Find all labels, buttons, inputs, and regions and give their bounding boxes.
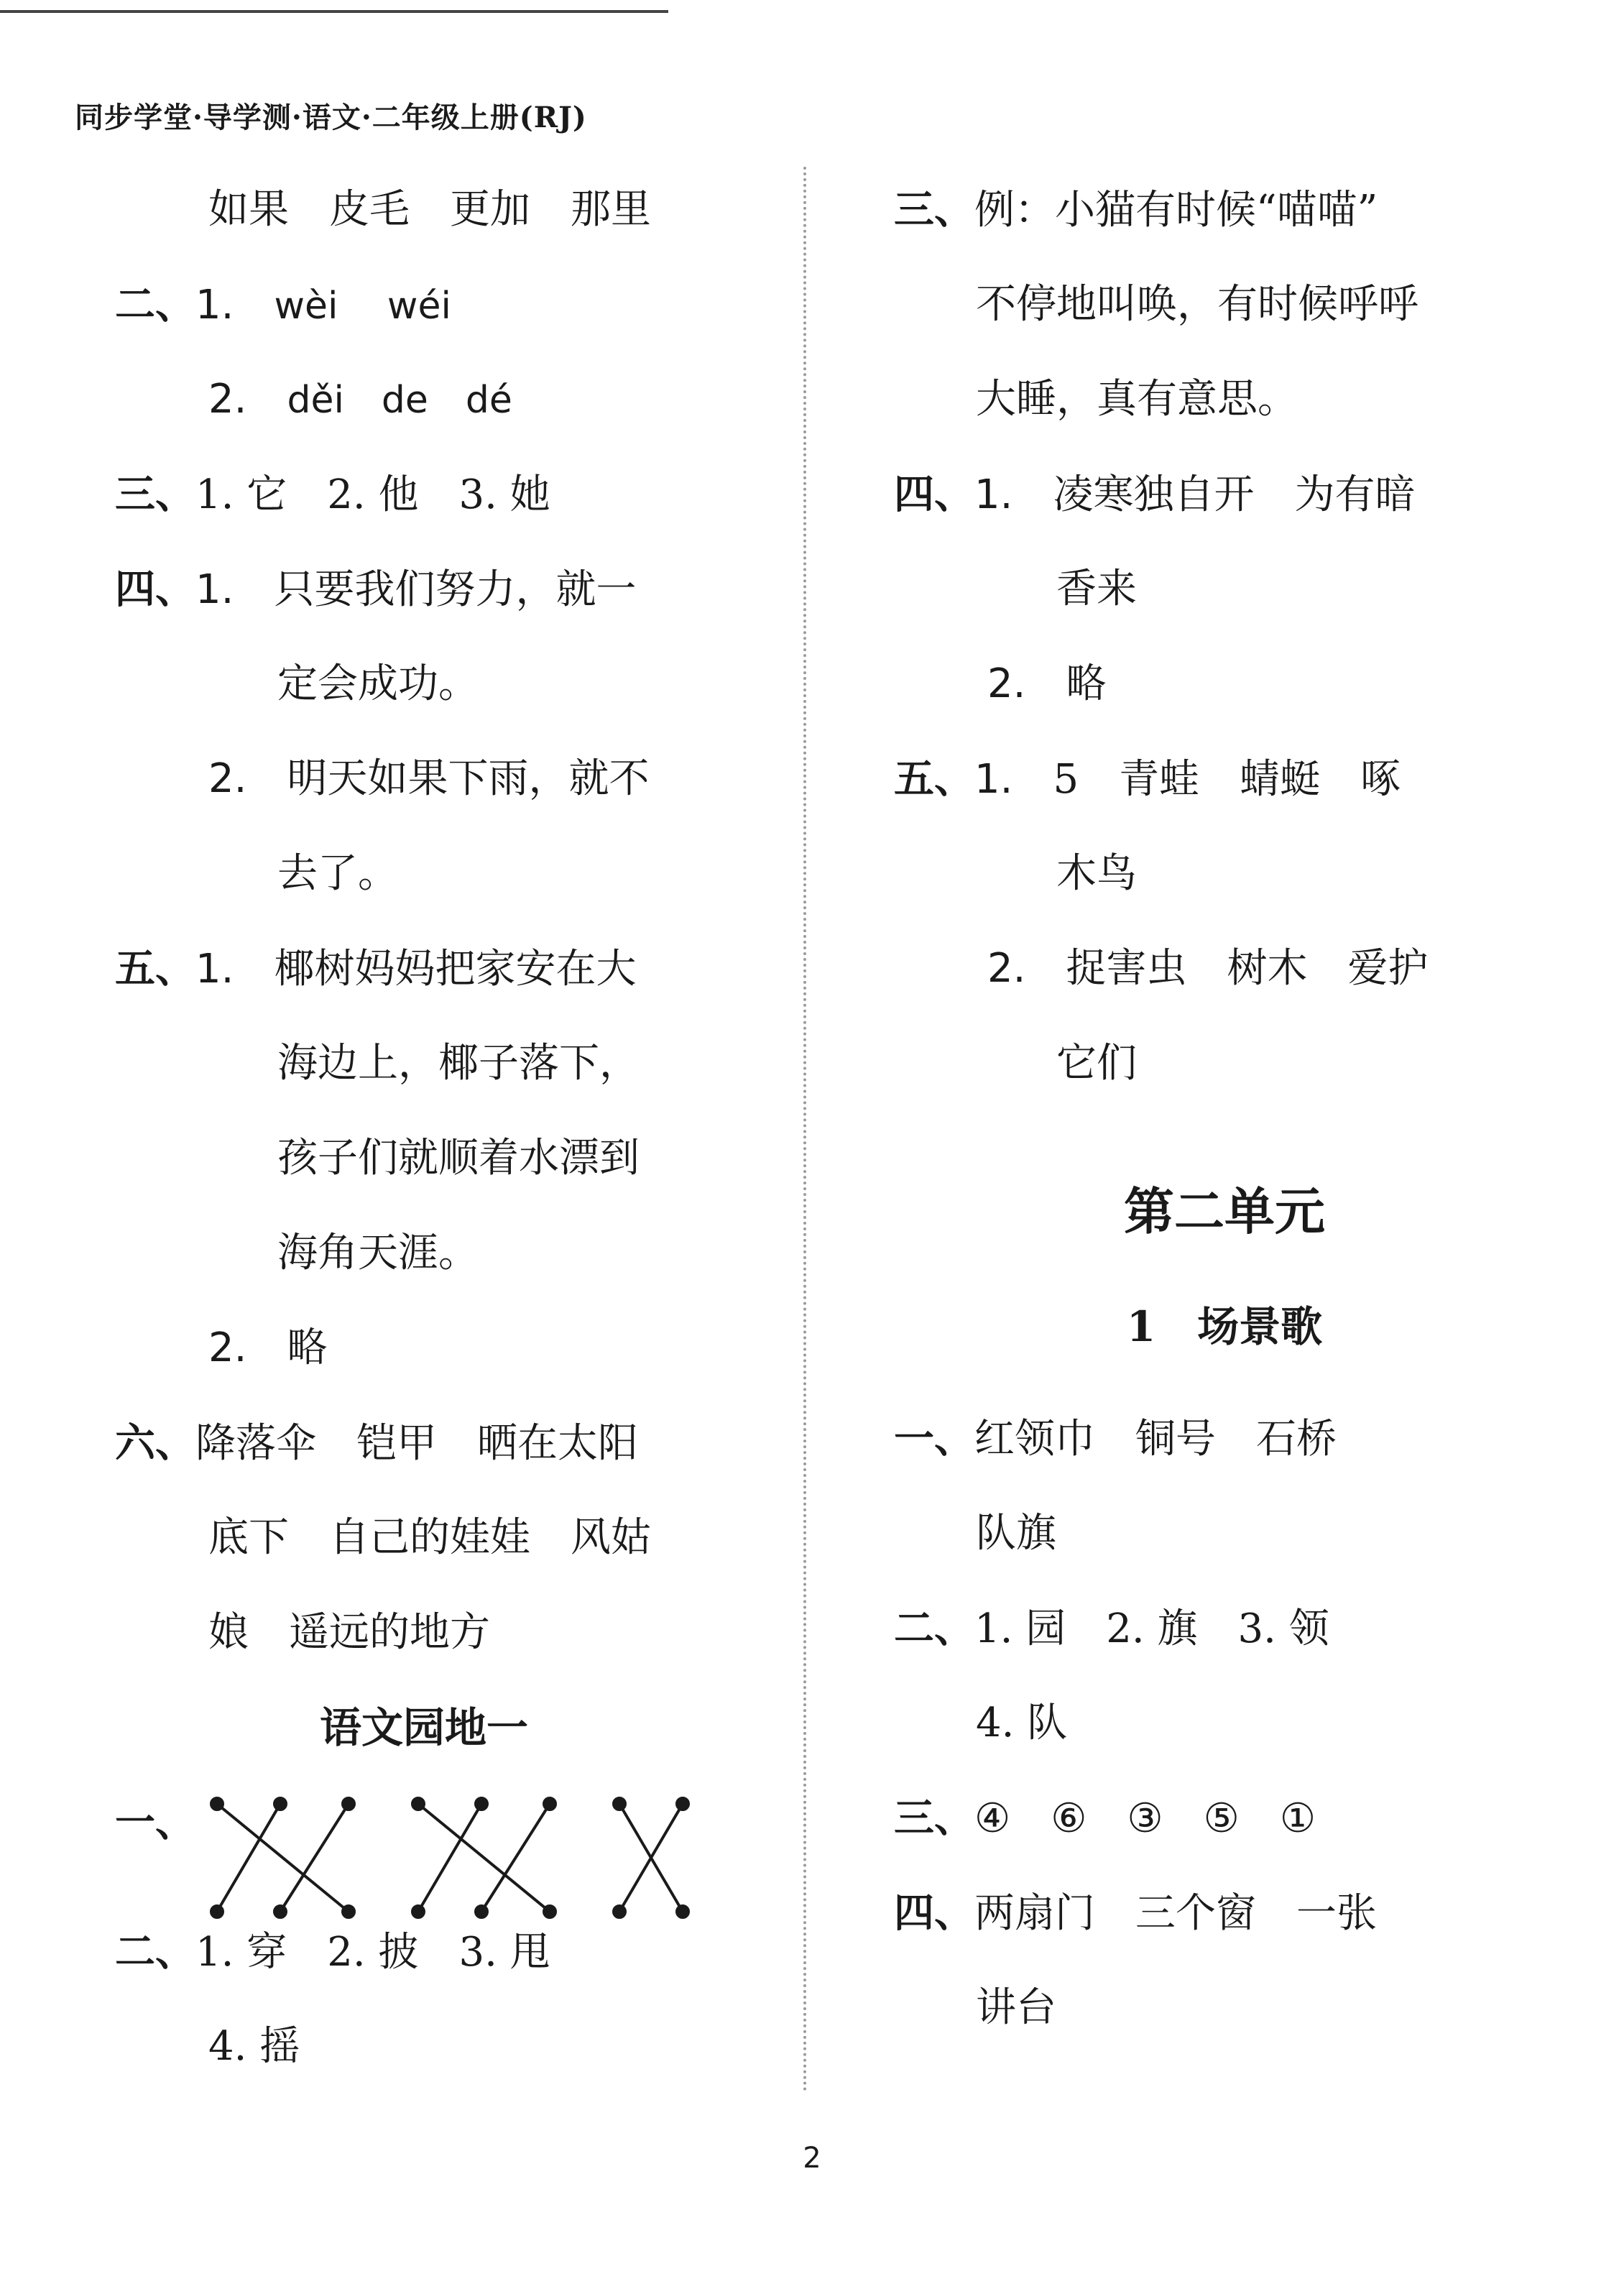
answer-line: 定会成功。	[277, 660, 479, 707]
answer-line	[894, 1581, 1555, 1676]
answer-line: 娘 遥远的地方	[208, 1609, 490, 1656]
item-marker: 二、	[115, 281, 195, 328]
top-rule	[0, 10, 668, 13]
page-number: 2	[803, 2142, 821, 2175]
answer-text: 降落伞 铠甲 晒在太阳	[195, 1420, 638, 1467]
answer-text: 略	[1066, 660, 1107, 707]
answer-text: 两扇门 三个窗 一张	[974, 1890, 1377, 1937]
item-number: 2.	[208, 755, 247, 802]
answer-line	[115, 732, 733, 826]
answer-line: 不停地叫唤，有时候呼呼	[976, 281, 1418, 328]
item-marker: 四、	[894, 1889, 974, 1937]
item-number: 1.	[974, 756, 1013, 803]
answer-text: ④ ⑥ ③ ⑤ ①	[974, 1795, 1316, 1842]
answer-line: 讲台	[976, 1984, 1056, 2031]
matching-lines-diagram	[208, 1789, 711, 1919]
answer-line	[115, 352, 733, 447]
answer-line: 如果 皮毛 更加 那里	[208, 186, 651, 233]
answer-line	[894, 921, 1555, 1016]
left-column	[115, 162, 733, 2094]
answer-line	[894, 162, 1555, 257]
answer-line	[894, 1391, 1555, 1486]
answer-text: děi de dé	[287, 379, 512, 422]
item-marker: 一、	[894, 1415, 974, 1462]
answer-line	[894, 732, 1555, 826]
answer-line: 大睡，真有意思。	[976, 376, 1298, 423]
answer-text: 椰树妈妈把家安在大	[274, 946, 637, 992]
section-title: 语文园地一	[319, 1703, 528, 1752]
item-number: 1.	[195, 282, 234, 328]
answer-line	[115, 921, 733, 1016]
answer-line	[894, 637, 1555, 732]
answer-text: 略	[287, 1325, 328, 1371]
answer-text: 例：小猫有时候“喵喵”	[974, 187, 1378, 234]
item-marker: 一、	[115, 1799, 195, 1846]
item-marker: 二、	[894, 1605, 974, 1652]
answer-line	[894, 1866, 1555, 1961]
answer-line: 香来	[1056, 566, 1137, 612]
answer-line	[115, 542, 733, 637]
answer-line: 孩子们就顺着水漂到	[277, 1135, 640, 1181]
answer-text: 凌寒独自开 为有暗	[1053, 471, 1416, 518]
answer-line: 木鸟	[1056, 850, 1137, 897]
item-marker: 四、	[894, 471, 974, 518]
item-number: 2.	[987, 945, 1026, 992]
column-divider	[803, 167, 806, 2093]
item-marker: 五、	[115, 945, 195, 992]
answer-text: wèi wéi	[274, 285, 451, 328]
item-marker: 四、	[115, 566, 195, 613]
item-number: 1.	[195, 566, 234, 613]
answer-line: 队旗	[976, 1510, 1056, 1557]
answer-line: 4. 队	[976, 1700, 1068, 1746]
unit-title: 第二单元	[1124, 1181, 1325, 1241]
answer-line: 海角天涯。	[277, 1230, 479, 1276]
item-number: 2.	[208, 376, 247, 423]
answer-line	[115, 1301, 733, 1396]
answer-line	[894, 1771, 1555, 1866]
answer-text: 捉害虫 树木 爱护	[1066, 945, 1429, 992]
item-number: 2.	[987, 660, 1026, 707]
answer-text: 5 青蛙 蜻蜓 啄	[1053, 756, 1401, 803]
answer-line: 底下 自己的娃娃 风姑	[208, 1514, 651, 1561]
lesson-title: 1 场景歌	[1126, 1302, 1323, 1351]
answer-line	[115, 1396, 733, 1491]
item-number: 1.	[195, 946, 234, 992]
answer-text: 1. 穿 2. 披 3. 甩	[195, 1929, 550, 1976]
right-column	[894, 162, 1555, 2055]
answer-line	[115, 257, 733, 352]
answer-text: 只要我们努力，就一	[274, 566, 637, 613]
answer-text: 1. 园 2. 旗 3. 领	[974, 1606, 1329, 1652]
answer-line: 4. 摇	[208, 2023, 300, 2070]
page-header: 同步学堂·导学测·语文·二年级上册(RJ)	[75, 101, 587, 134]
answer-line: 它们	[1056, 1040, 1137, 1087]
item-marker: 六、	[115, 1419, 195, 1467]
answer-line	[894, 447, 1555, 542]
answer-text: 1. 它 2. 他 3. 她	[195, 471, 550, 518]
answer-line	[115, 1904, 733, 1999]
item-number: 1.	[974, 471, 1013, 518]
answer-line	[115, 447, 733, 542]
answer-line: 海边上，椰子落下，	[277, 1040, 640, 1087]
matching-answer	[115, 1775, 733, 1919]
answer-text: 明天如果下雨，就不	[287, 755, 650, 802]
item-marker: 二、	[115, 1928, 195, 1976]
answer-line: 去了。	[277, 850, 398, 897]
item-marker: 五、	[894, 755, 974, 803]
answer-text: 红领巾 铜号 石桥	[974, 1416, 1337, 1462]
item-marker: 三、	[894, 1795, 974, 1842]
item-marker: 三、	[115, 471, 195, 518]
item-number: 2.	[208, 1325, 247, 1371]
item-marker: 三、	[894, 186, 974, 234]
